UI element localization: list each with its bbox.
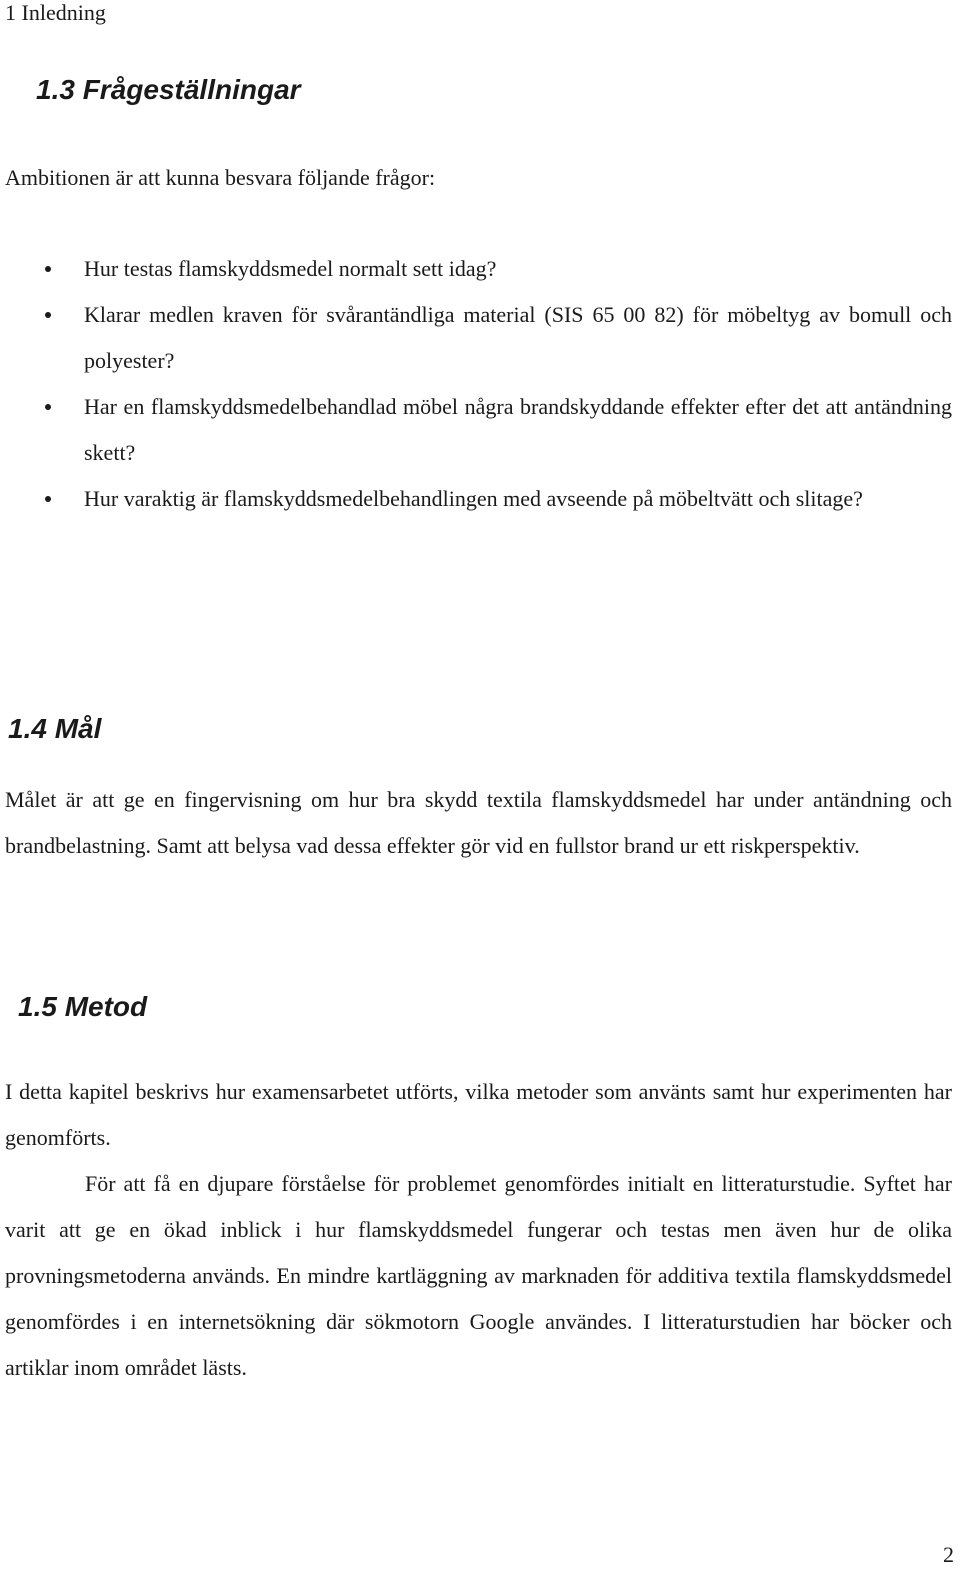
list-item (0, 246, 952, 292)
list-item (0, 476, 952, 522)
question-text: Har en flamskyddsmedelbehandlad möbel några brandskyddande effekter efter det att antändning skett? (84, 394, 952, 465)
method-paragraph-1: I detta kapitel beskrivs hur examensarbetet utförts, vilka metoder som använts samt hur experimenten har genomförts. (5, 1079, 952, 1150)
list-item (0, 292, 952, 384)
page-number: 2 (943, 1542, 954, 1567)
bullet-icon (45, 266, 51, 272)
section-heading-1-4: 1.4 Mål (8, 713, 102, 744)
bullet-icon (45, 496, 51, 502)
method-paragraph-2: För att få en djupare förståelse för problemet genomfördes initialt en litteraturstudie. Syftet har varit att ge en ökad inblick i hur flamskyddsmedel fungerar och testas men även hur de olika provningsmetoderna används. En mindre kartläggning av marknaden för additiva textila flamskyddsmedel genomfördes i en internetsökning där sökmotorn Google användes. I litteraturstudien har böcker och artiklar inom området lästs. (5, 1171, 952, 1380)
question-text: Klarar medlen kraven för svårantändliga material (SIS 65 00 82) för möbeltyg av bomull och polyester? (84, 302, 952, 373)
section-heading-1-3: 1.3 Frågeställningar (36, 74, 301, 105)
running-header: 1 Inledning (5, 0, 106, 25)
goal-paragraph: Målet är att ge en fingervisning om hur bra skydd textila flamskyddsmedel har under antändning och brandbelastning. Samt att belysa vad dessa effekter gör vid en fullstor brand ur ett riskperspektiv. (5, 787, 952, 858)
bullet-icon (45, 312, 51, 318)
section-heading-1-5: 1.5 Metod (18, 991, 148, 1022)
list-item (0, 384, 952, 476)
question-text: Hur testas flamskyddsmedel normalt sett idag? (84, 256, 497, 281)
question-list (0, 246, 952, 522)
questions-intro: Ambitionen är att kunna besvara följande frågor: (5, 165, 436, 190)
question-text: Hur varaktig är flamskyddsmedelbehandlingen med avseende på möbeltvätt och slitage? (84, 486, 863, 511)
bullet-icon (45, 404, 51, 410)
